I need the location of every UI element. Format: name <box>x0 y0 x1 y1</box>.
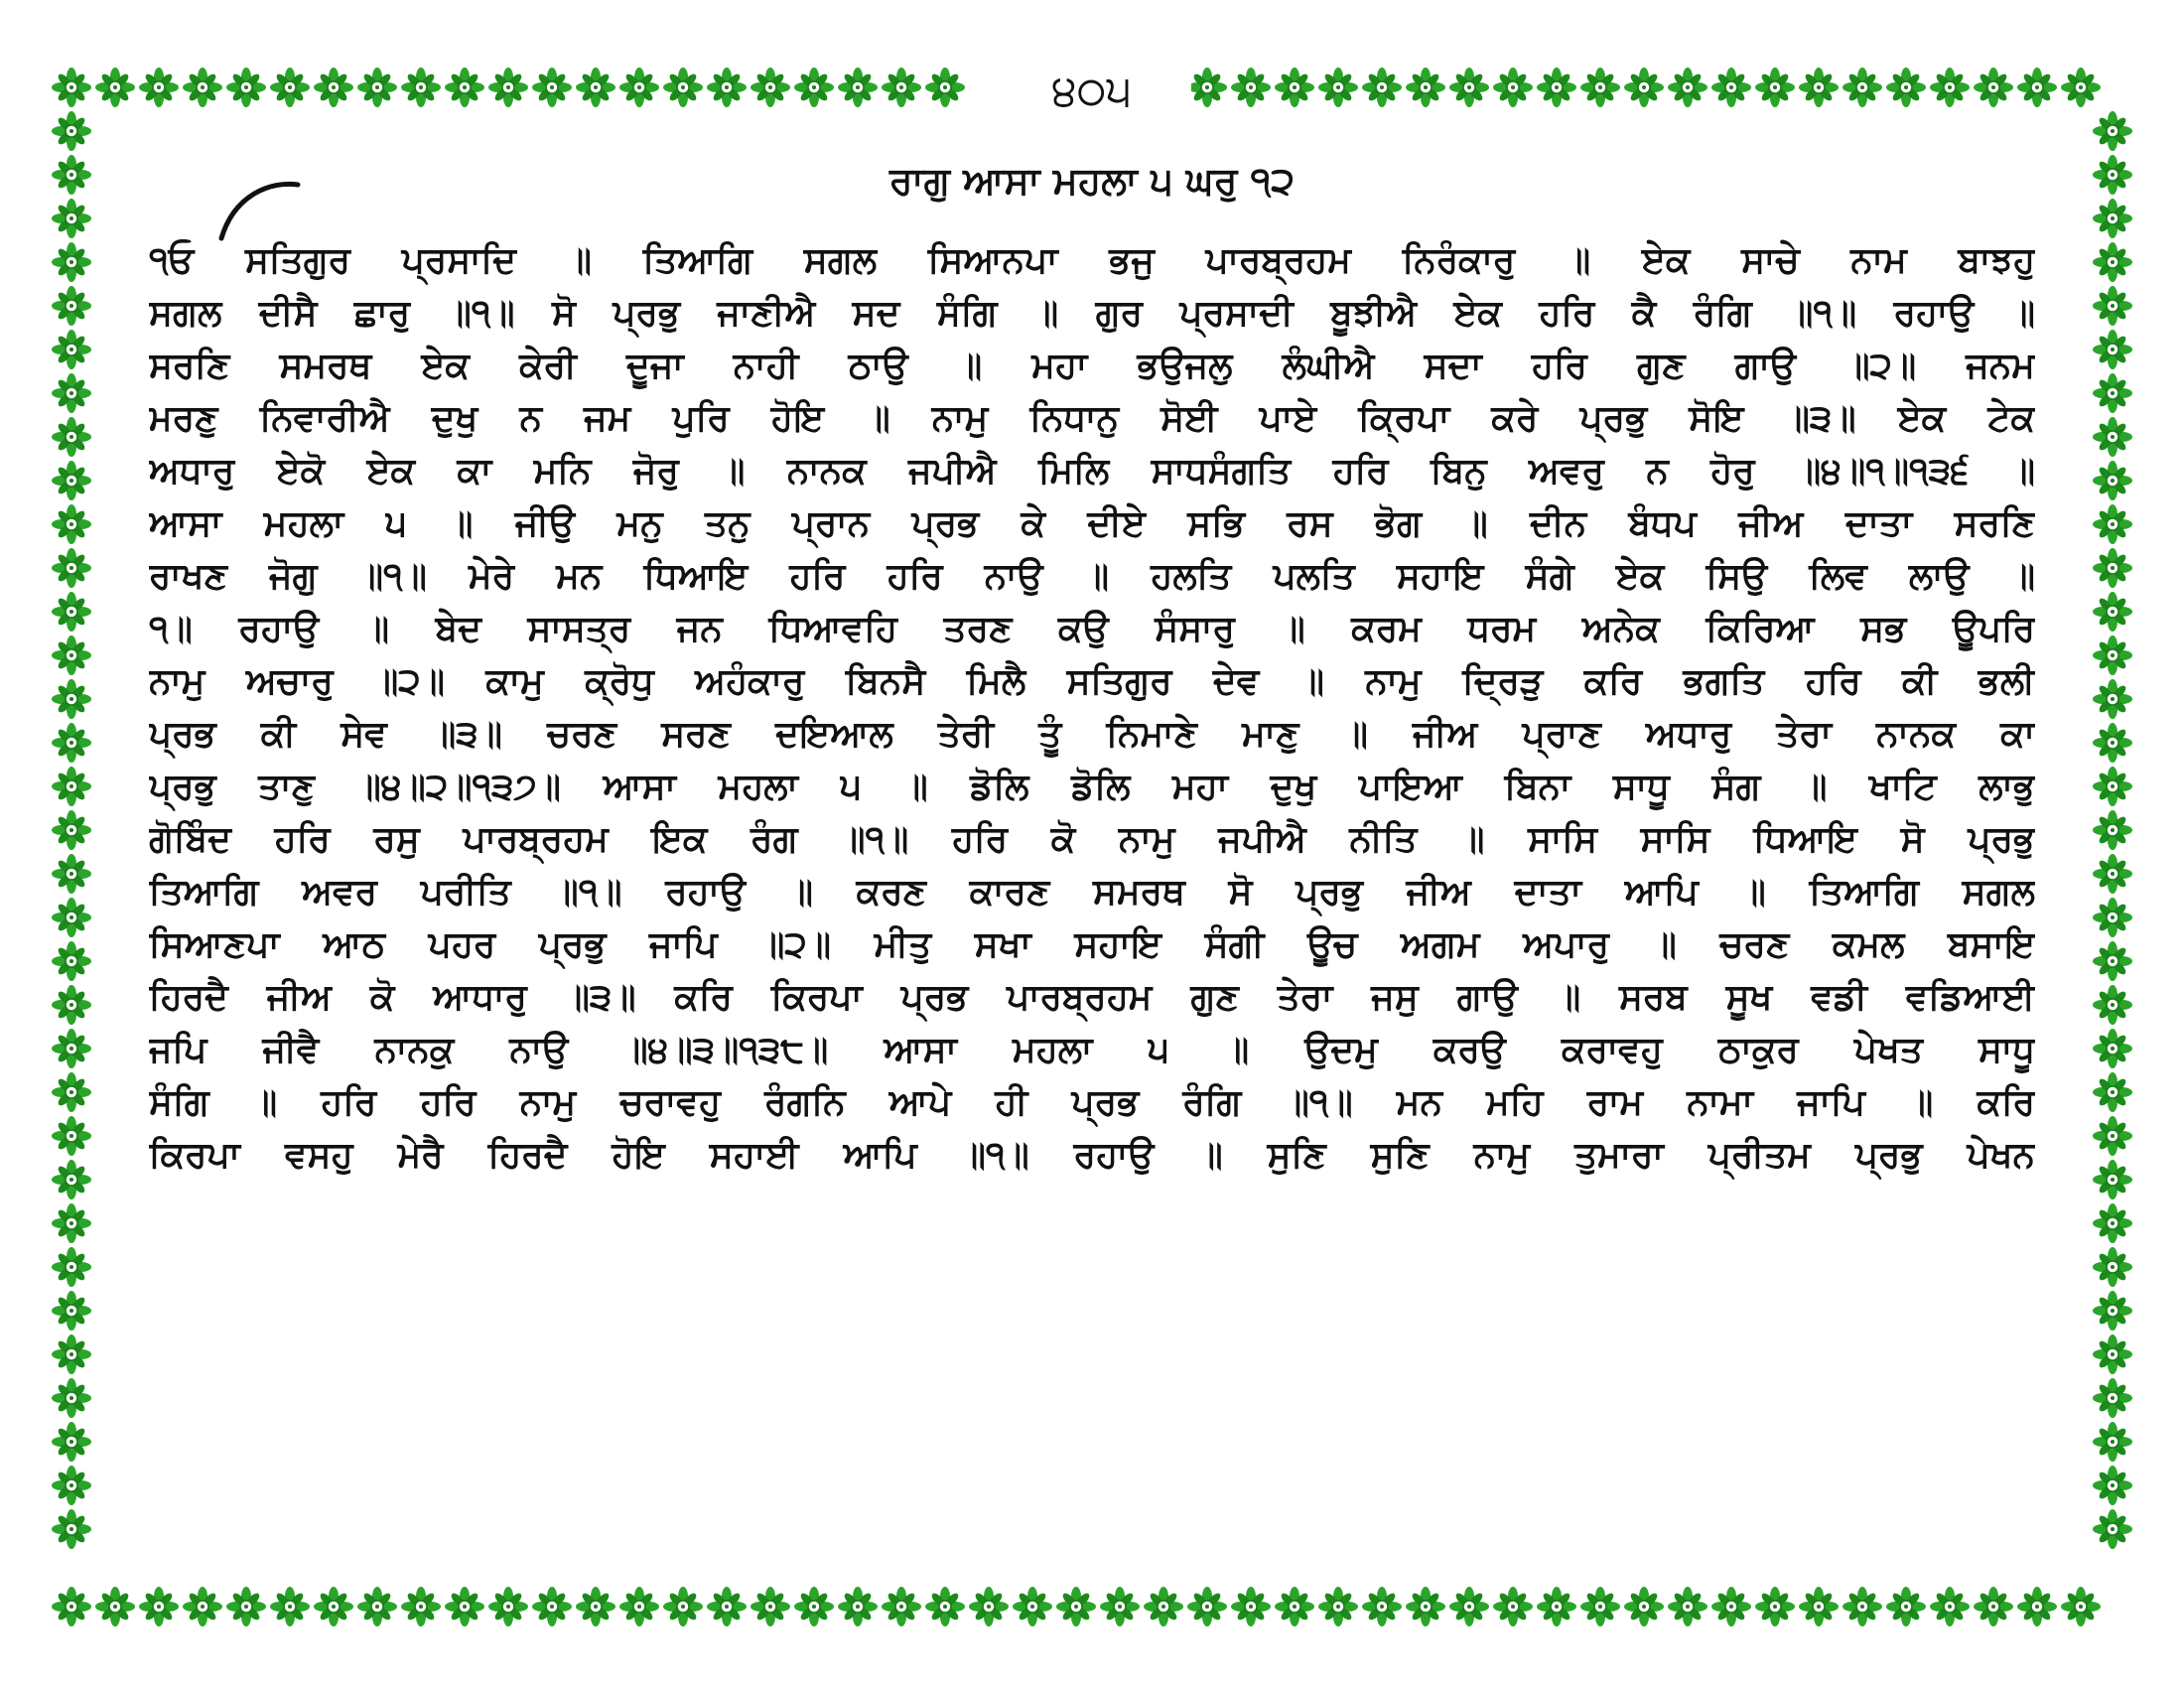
border-flower-icon <box>52 1160 91 1199</box>
border-flower-icon <box>1100 1587 1140 1626</box>
border-flower-icon <box>52 592 91 632</box>
border-flower-icon <box>52 199 91 238</box>
border-flower-icon <box>52 68 91 107</box>
border-flower-icon <box>576 68 615 107</box>
border-flower-icon <box>52 1466 91 1505</box>
border-flower-icon <box>1537 68 1576 107</box>
border-flower-icon <box>52 1116 91 1156</box>
border-flower-icon <box>2093 548 2132 588</box>
scripture-line: ਸਗਲ ਦੀਸੈ ਛਾਰੁ ॥੧॥ ਸੋ ਪ੍ਰਭੁ ਜਾਣੀਐ ਸਦ ਸੰਗਿ ॥ ਗੁਰ ਪ੍ਰਸਾਦੀ ਬੂਝੀਐ ਏਕ ਹਰਿ ਕੈ ਰੰਗਿ ॥੧॥ ਰਹਾਉ ॥ <box>149 293 2035 334</box>
scripture-line: ਰਾਖਣ ਜੋਗੁ ॥੧॥ ਮੇਰੇ ਮਨ ਧਿਆਇ ਹਰਿ ਹਰਿ ਨਾਉ ॥ ਹਲਤਿ ਪਲਤਿ ਸਹਾਇ ਸੰਗੇ ਏਕ ਸਿਉ ਲਿਵ ਲਾਉ ॥ <box>149 556 2035 597</box>
border-flower-icon <box>663 68 703 107</box>
border-flower-icon <box>52 767 91 806</box>
border-flower-icon <box>183 68 222 107</box>
border-flower-icon <box>707 1587 747 1626</box>
scripture-line: ਸੰਗਿ ॥ ਹਰਿ ਹਰਿ ਨਾਮੁ ਚਰਾਵਹੁ ਰੰਗਨਿ ਆਪੇ ਹੀ ਪ੍ਰਭ ਰੰਗਿ ॥੧॥ ਮਨ ਮਹਿ ਰਾਮ ਨਾਮਾ ਜਾਪਿ ॥ ਕਰਿ <box>149 1082 2035 1123</box>
border-flower-icon <box>445 1587 484 1626</box>
border-flower-icon <box>2093 1072 2132 1112</box>
border-flower-icon <box>2093 679 2132 719</box>
border-flower-icon <box>1275 1587 1314 1626</box>
border-flower-icon <box>2093 1029 2132 1068</box>
border-flower-icon <box>2093 767 2132 806</box>
border-flower-icon <box>2093 1335 2132 1374</box>
border-flower-icon <box>2061 1587 2101 1626</box>
border-flower-icon <box>2093 941 2132 981</box>
border-flower-icon <box>1187 68 1227 107</box>
border-flower-icon <box>52 679 91 719</box>
border-flower-icon <box>1449 68 1489 107</box>
scripture-line: ਕਿਰਪਾ ਵਸਹੁ ਮੇਰੈ ਹਿਰਦੈ ਹੋਇ ਸਹਾਈ ਆਪਿ ॥੧॥ ਰਹਾਉ ॥ ਸੁਣਿ ਸੁਣਿ ਨਾਮੁ ਤੁਮਾਰਾ ਪ੍ਰੀਤਮ ਪ੍ਰਭੁ ਪੇਖਨ <box>149 1135 2035 1176</box>
border-flower-icon <box>2093 504 2132 544</box>
border-flower-icon <box>2093 723 2132 763</box>
border-flower-icon <box>1056 1587 1096 1626</box>
border-flower-icon <box>226 1587 266 1626</box>
border-flower-icon <box>1843 1587 1882 1626</box>
border-flower-icon <box>1843 68 1882 107</box>
border-flower-icon <box>2017 68 2057 107</box>
border-flower-icon <box>52 941 91 981</box>
border-flower-icon <box>52 111 91 151</box>
border-flower-icon <box>1930 1587 1970 1626</box>
border-flower-icon <box>2093 330 2132 369</box>
border-flower-icon <box>707 68 747 107</box>
border-flower-icon <box>2093 1116 2132 1156</box>
border-flower-icon <box>52 461 91 500</box>
border-flower-icon <box>751 1587 790 1626</box>
border-flower-icon <box>1755 68 1795 107</box>
border-flower-icon <box>52 1378 91 1418</box>
border-flower-icon <box>2093 1422 2132 1462</box>
scripture-line: ਪ੍ਰਭ ਕੀ ਸੇਵ ॥੩॥ ਚਰਣ ਸਰਣ ਦਇਆਲ ਤੇਰੀ ਤੂੰ ਨਿਮਾਣੇ ਮਾਣੁ ॥ ਜੀਅ ਪ੍ਰਾਣ ਅਧਾਰੁ ਤੇਰਾ ਨਾਨਕ ਕਾ <box>149 714 2035 755</box>
border-flower-icon <box>139 1587 179 1626</box>
border-flower-icon <box>1231 1587 1271 1626</box>
page-number: ੪੦੫ <box>1051 66 1133 116</box>
border-flower-icon <box>838 68 878 107</box>
border-flower-icon <box>2093 635 2132 675</box>
scripture-line: ਮਰਣੁ ਨਿਵਾਰੀਐ ਦੁਖੁ ਨ ਜਮ ਪੁਰਿ ਹੋਇ ॥ ਨਾਮੁ ਨਿਧਾਨੁ ਸੋਈ ਪਾਏ ਕ੍ਰਿਪਾ ਕਰੇ ਪ੍ਰਭੁ ਸੋਇ ॥੩॥ ਏਕ ਟੇਕ <box>149 398 2035 439</box>
border-flower-icon <box>488 1587 528 1626</box>
scripture-line: ੧ਓ ਸਤਿਗੁਰ ਪ੍ਰਸਾਦਿ ॥ ਤਿਆਗਿ ਸਗਲ ਸਿਆਨਪਾ ਭਜੁ ਪਾਰਬ੍ਰਹਮ ਨਿਰੰਕਾਰੁ ॥ ਏਕ ਸਾਚੇ ਨਾਮ ਬਾਝਹੁ <box>149 240 2035 281</box>
border-flower-icon <box>1930 68 1970 107</box>
scripture-line: ਗੋਬਿੰਦ ਹਰਿ ਰਸੁ ਪਾਰਬ੍ਰਹਮ ਇਕ ਰੰਗ ॥੧॥ ਹਰਿ ਕੋ ਨਾਮੁ ਜਪੀਐ ਨੀਤਿ ॥ ਸਾਸਿ ਸਾਸਿ ਧਿਆਇ ਸੋ ਪ੍ਰਭੁ <box>149 819 2035 860</box>
border-flower-icon <box>1799 1587 1839 1626</box>
border-flower-icon <box>794 1587 834 1626</box>
border-flower-icon <box>2093 1160 2132 1199</box>
border-flower-icon <box>52 854 91 894</box>
border-flower-icon <box>52 898 91 937</box>
border-flower-icon <box>1668 68 1707 107</box>
border-flower-icon <box>1537 1587 1576 1626</box>
border-flower-icon <box>52 723 91 763</box>
border-flower-icon <box>1362 68 1402 107</box>
border-flower-icon <box>2093 854 2132 894</box>
border-flower-icon <box>794 68 834 107</box>
border-flower-icon <box>488 68 528 107</box>
border-flower-icon <box>52 373 91 413</box>
border-flower-icon <box>52 985 91 1025</box>
scripture-line: ਨਾਮੁ ਅਚਾਰੁ ॥੨॥ ਕਾਮੁ ਕ੍ਰੋਧੁ ਅਹੰਕਾਰੁ ਬਿਨਸੈ ਮਿਲੈ ਸਤਿਗੁਰ ਦੇਵ ॥ ਨਾਮੁ ਦ੍ਰਿੜੁ ਕਰਿ ਭਗਤਿ ਹਰਿ ਕੀ ਭਲੀ <box>149 661 2035 702</box>
scripture-line: ਹਿਰਦੈ ਜੀਅ ਕੋ ਆਧਾਰੁ ॥੩॥ ਕਰਿ ਕਿਰਪਾ ਪ੍ਰਭ ਪਾਰਬ੍ਰਹਮ ਗੁਣ ਤੇਰਾ ਜਸੁ ਗਾਉ ॥ ਸਰਬ ਸੂਖ ਵਡੀ ਵਡਿਆਈ <box>149 977 2035 1018</box>
border-flower-icon <box>401 1587 441 1626</box>
scripture-line: ਤਿਆਗਿ ਅਵਰ ਪਰੀਤਿ ॥੧॥ ਰਹਾਉ ॥ ਕਰਣ ਕਾਰਣ ਸਮਰਥ ਸੋ ਪ੍ਰਭੁ ਜੀਅ ਦਾਤਾ ਆਪਿ ॥ ਤਿਆਗਿ ਸਗਲ <box>149 872 2035 913</box>
scripture-line: ਪ੍ਰਭੁ ਤਾਣੁ ॥੪॥੨॥੧੩੭॥ ਆਸਾ ਮਹਲਾ ੫ ॥ ਡੋਲਿ ਡੋਲਿ ਮਹਾ ਦੁਖੁ ਪਾਇਆ ਬਿਨਾ ਸਾਧੂ ਸੰਗ ॥ ਖਾਟਿ ਲਾਭੁ <box>149 767 2035 807</box>
border-flower-icon <box>1231 68 1271 107</box>
border-flower-icon <box>1886 1587 1926 1626</box>
border-flower-icon <box>619 68 659 107</box>
border-flower-icon <box>1406 1587 1445 1626</box>
border-flower-icon <box>2093 461 2132 500</box>
border-flower-icon <box>314 1587 353 1626</box>
border-flower-icon <box>2093 1509 2132 1549</box>
border-flower-icon <box>270 68 310 107</box>
border-flower-icon <box>838 1587 878 1626</box>
border-flower-icon <box>2093 1291 2132 1331</box>
border-flower-icon <box>1318 1587 1358 1626</box>
border-flower-icon <box>1624 1587 1664 1626</box>
scripture-line: ੧॥ ਰਹਾਉ ॥ ਬੇਦ ਸਾਸਤ੍ਰ ਜਨ ਧਿਆਵਹਿ ਤਰਣ ਕਉ ਸੰਸਾਰੁ ॥ ਕਰਮ ਧਰਮ ਅਨੇਕ ਕਿਰਿਆ ਸਭ ਊਪਰਿ <box>149 609 2035 649</box>
border-flower-icon <box>2093 898 2132 937</box>
border-flower-icon <box>1974 1587 2013 1626</box>
border-flower-icon <box>2093 1466 2132 1505</box>
border-flower-icon <box>1711 1587 1751 1626</box>
border-flower-icon <box>532 68 572 107</box>
border-flower-icon <box>2093 1247 2132 1287</box>
border-flower-icon <box>52 1247 91 1287</box>
border-flower-icon <box>1406 68 1445 107</box>
border-flower-icon <box>52 810 91 850</box>
border-flower-icon <box>1449 1587 1489 1626</box>
border-flower-icon <box>95 68 135 107</box>
border-flower-icon <box>882 68 921 107</box>
scripture-line: ਅਧਾਰੁ ਏਕੋ ਏਕ ਕਾ ਮਨਿ ਜੋਰੁ ॥ ਨਾਨਕ ਜਪੀਐ ਮਿਲਿ ਸਾਧਸੰਗਤਿ ਹਰਿ ਬਿਨੁ ਅਵਰੁ ਨ ਹੋਰੁ ॥੪॥੧॥੧੩੬ ॥ <box>149 451 2035 492</box>
border-flower-icon <box>2093 985 2132 1025</box>
border-flower-icon <box>532 1587 572 1626</box>
scripture-line: ਸਰਣਿ ਸਮਰਥ ਏਕ ਕੇਰੀ ਦੂਜਾ ਨਾਹੀ ਠਾਉ ॥ ਮਹਾ ਭਉਜਲੁ ਲੰਘੀਐ ਸਦਾ ਹਰਿ ਗੁਣ ਗਾਉ ॥੨॥ ਜਨਮ <box>149 346 2035 386</box>
border-flower-icon <box>52 635 91 675</box>
border-flower-icon <box>52 1335 91 1374</box>
border-flower-icon <box>226 68 266 107</box>
border-flower-icon <box>882 1587 921 1626</box>
border-flower-icon <box>1755 1587 1795 1626</box>
border-flower-icon <box>2093 1203 2132 1243</box>
border-flower-icon <box>139 68 179 107</box>
border-flower-icon <box>2093 417 2132 457</box>
border-flower-icon <box>183 1587 222 1626</box>
border-flower-icon <box>52 1029 91 1068</box>
border-flower-icon <box>1974 68 2013 107</box>
border-flower-icon <box>2093 111 2132 151</box>
border-flower-icon <box>401 68 441 107</box>
border-flower-icon <box>1886 68 1926 107</box>
border-flower-icon <box>52 417 91 457</box>
scripture-line: ਆਸਾ ਮਹਲਾ ੫ ॥ ਜੀਉ ਮਨੁ ਤਨੁ ਪ੍ਰਾਨ ਪ੍ਰਭ ਕੇ ਦੀਏ ਸਭਿ ਰਸ ਭੋਗ ॥ ਦੀਨ ਬੰਧਪ ਜੀਅ ਦਾਤਾ ਸਰਣਿ <box>149 503 2035 544</box>
border-flower-icon <box>52 548 91 588</box>
border-flower-icon <box>52 242 91 282</box>
border-flower-icon <box>969 1587 1009 1626</box>
border-flower-icon <box>576 1587 615 1626</box>
border-flower-icon <box>445 68 484 107</box>
scripture-line: ਜਪਿ ਜੀਵੈ ਨਾਨਕੁ ਨਾਉ ॥੪॥੩॥੧੩੮॥ ਆਸਾ ਮਹਲਾ ੫ ॥ ਉਦਮੁ ਕਰਉ ਕਰਾਵਹੁ ਠਾਕੁਰ ਪੇਖਤ ਸਾਧੂ <box>149 1030 2035 1070</box>
section-title: ਰਾਗੁ ਆਸਾ ਮਹਲਾ ੫ ਘਰੁ ੧੨ <box>889 159 1295 203</box>
border-flower-icon <box>52 1072 91 1112</box>
border-flower-icon <box>52 330 91 369</box>
border-flower-icon <box>925 1587 965 1626</box>
border-flower-icon <box>270 1587 310 1626</box>
border-flower-icon <box>1668 1587 1707 1626</box>
border-flower-icon <box>1624 68 1664 107</box>
border-flower-icon <box>1275 68 1314 107</box>
border-flower-icon <box>1711 68 1751 107</box>
border-flower-icon <box>52 1587 91 1626</box>
border-flower-icon <box>1362 1587 1402 1626</box>
border-flower-icon <box>2093 810 2132 850</box>
border-flower-icon <box>2093 592 2132 632</box>
border-flower-icon <box>52 1509 91 1549</box>
border-flower-icon <box>52 1291 91 1331</box>
border-flower-icon <box>751 68 790 107</box>
border-flower-icon <box>1493 1587 1533 1626</box>
border-flower-icon <box>1013 1587 1052 1626</box>
border-flower-icon <box>1799 68 1839 107</box>
border-flower-icon <box>52 1422 91 1462</box>
border-flower-icon <box>663 1587 703 1626</box>
border-flower-icon <box>1580 1587 1620 1626</box>
border-flower-icon <box>1144 1587 1183 1626</box>
border-flower-icon <box>2093 242 2132 282</box>
border-flower-icon <box>357 68 397 107</box>
border-flower-icon <box>2061 68 2101 107</box>
border-flower-icon <box>314 68 353 107</box>
border-flower-icon <box>52 286 91 326</box>
border-flower-icon <box>95 1587 135 1626</box>
border-flower-icon <box>619 1587 659 1626</box>
border-flower-icon <box>2093 373 2132 413</box>
border-flower-icon <box>2093 1378 2132 1418</box>
border-flower-icon <box>52 1203 91 1243</box>
border-flower-icon <box>52 504 91 544</box>
border-flower-icon <box>1318 68 1358 107</box>
scripture-line: ਸਿਆਣਪਾ ਆਠ ਪਹਰ ਪ੍ਰਭੁ ਜਾਪਿ ॥੨॥ ਮੀਤੁ ਸਖਾ ਸਹਾਇ ਸੰਗੀ ਊਚ ਅਗਮ ਅਪਾਰੁ ॥ ਚਰਣ ਕਮਲ ਬਸਾਇ <box>149 924 2035 965</box>
border-flower-icon <box>1493 68 1533 107</box>
border-flower-icon <box>2093 199 2132 238</box>
border-flower-icon <box>357 1587 397 1626</box>
border-flower-icon <box>1580 68 1620 107</box>
page-number-box <box>993 62 1191 121</box>
border-flower-icon <box>2093 286 2132 326</box>
border-flower-icon <box>2017 1587 2057 1626</box>
scripture-text-block <box>149 234 2035 1182</box>
border-flower-icon <box>925 68 965 107</box>
border-flower-icon <box>1187 1587 1227 1626</box>
